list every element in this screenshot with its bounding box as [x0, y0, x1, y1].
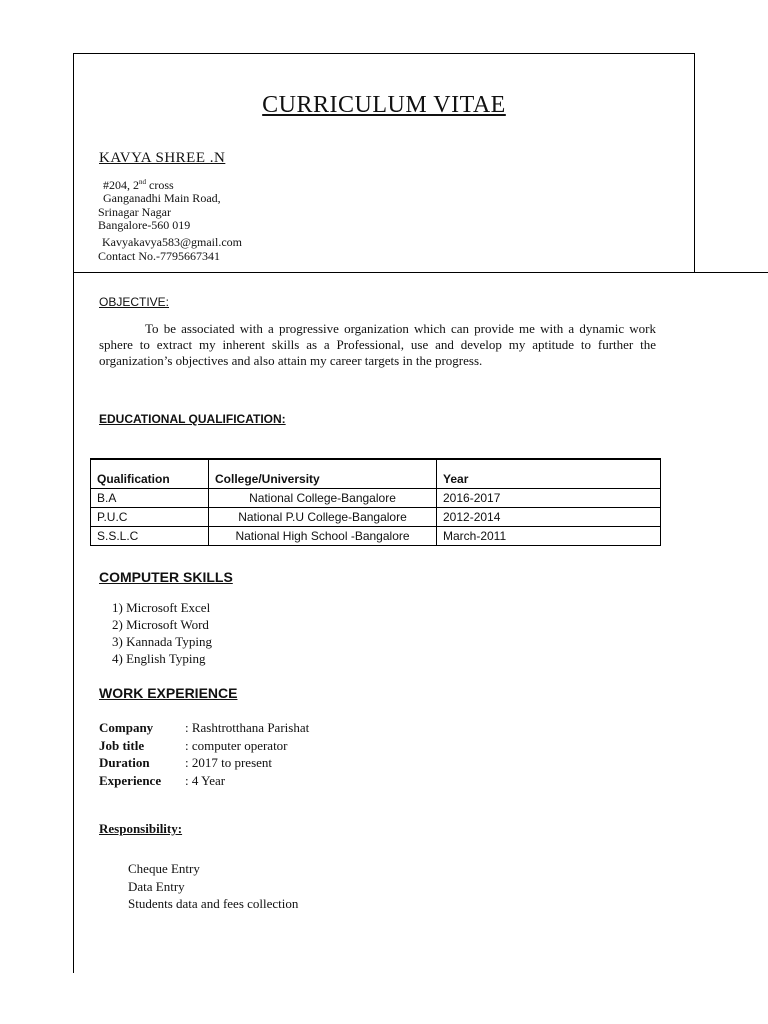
- list-item: Students data and fees collection: [128, 896, 299, 911]
- address-line-3: Srinagar Nagar: [98, 205, 171, 219]
- column-header: Year: [437, 459, 661, 489]
- work-experience-heading: WORK EXPERIENCE: [99, 685, 238, 701]
- list-item: Data Entry: [128, 878, 185, 894]
- page-border-top: [73, 53, 695, 54]
- address-line-1: #204, 2nd cross: [103, 178, 174, 192]
- table-cell: March-2011: [437, 527, 661, 546]
- job-title-row: [99, 737, 309, 755]
- list-item: 3) Kannada Typing: [112, 634, 212, 649]
- experience-label: Experience: [99, 772, 162, 788]
- table-row: [91, 508, 661, 527]
- experience-value: : 4 Year: [185, 772, 226, 788]
- table-cell: 2012-2014: [437, 508, 661, 527]
- skills-list: [112, 599, 212, 667]
- table-cell: 2016-2017: [437, 489, 661, 508]
- responsibility-list: [128, 860, 298, 913]
- table-row: [91, 489, 661, 508]
- objective-heading: OBJECTIVE:: [99, 295, 170, 309]
- header-divider: [73, 272, 768, 273]
- objective-text: To be associated with a progressive organization which can provide me with a dynamic work sphere to extract my inherent skills as a Professional, use and develop my aptitude to further the organization’s objectives and also attain my career targets in the progress.: [99, 321, 656, 368]
- list-item: 1) Microsoft Excel: [112, 600, 211, 615]
- company-label: Company: [99, 720, 154, 735]
- page-border-right: [694, 53, 695, 273]
- list-item: 4) English Typing: [112, 651, 206, 666]
- education-heading: EDUCATIONAL QUALIFICATION:: [99, 412, 286, 426]
- job-title-label: Job title: [99, 737, 145, 753]
- document-title: CURRICULUM VITAE: [262, 92, 506, 118]
- responsibility-heading: Responsibility:: [99, 821, 183, 836]
- table-row: [91, 527, 661, 546]
- table-cell: National P.U College-Bangalore: [209, 508, 437, 527]
- job-title-value: : computer operator: [185, 737, 288, 753]
- page-border-left: [73, 53, 74, 973]
- address-line-2: Ganganadhi Main Road,: [103, 191, 221, 205]
- work-details: [99, 719, 309, 789]
- table-cell: National College-Bangalore: [209, 489, 437, 508]
- duration-label: Duration: [99, 755, 150, 770]
- address-line-4: Bangalore-560 019: [98, 218, 191, 232]
- experience-row: [99, 772, 309, 790]
- table-cell: S.S.L.C: [91, 527, 209, 546]
- email-text: Kavyakavya583@gmail.com: [102, 235, 243, 249]
- list-item: Cheque Entry: [128, 861, 200, 876]
- column-header: College/University: [209, 459, 437, 489]
- company-row: [99, 719, 309, 737]
- duration-value: : 2017 to present: [185, 755, 273, 770]
- candidate-name: KAVYA SHREE .N: [99, 150, 226, 166]
- list-item: 2) Microsoft Word: [112, 617, 209, 632]
- table-header-row: [91, 459, 661, 489]
- contact-number: Contact No.-7795667341: [98, 249, 220, 263]
- column-header: Qualification: [91, 459, 209, 489]
- table-cell: B.A: [91, 489, 209, 508]
- company-value: : Rashtrotthana Parishat: [185, 720, 310, 735]
- table-cell: National High School -Bangalore: [209, 527, 437, 546]
- computer-skills-heading: COMPUTER SKILLS: [99, 569, 233, 585]
- education-table: [90, 458, 661, 546]
- table-cell: P.U.C: [91, 508, 209, 527]
- duration-row: [99, 754, 309, 772]
